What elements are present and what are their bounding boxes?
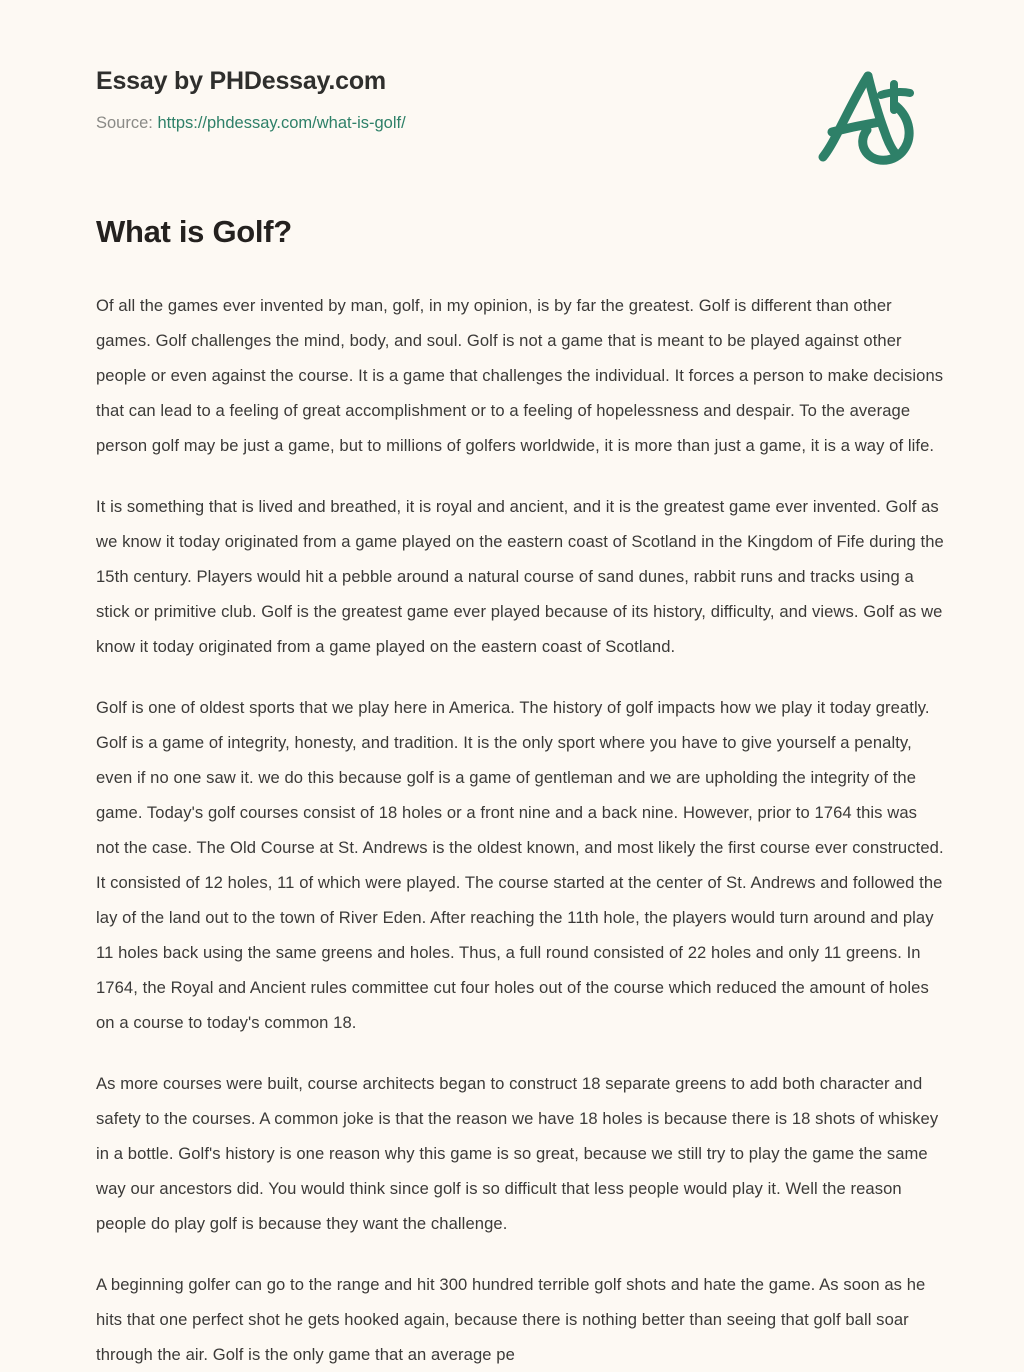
- article: [96, 213, 944, 1372]
- article-body: [96, 288, 944, 1372]
- paragraph: Golf is one of oldest sports that we play here in America. The history of golf impacts how we play it today greatly. Golf is a game of integrity, honesty, and tradition. It is the only sport where you have to give yourself a penalty, even if no one saw it. we do this because golf is a game of gentleman and we are upholding the integrity of the game. Today's golf courses consist of 18 holes or a front nine and a back nine. However, prior to 1764 this was not the case. The Old Course at St. Andrews is the oldest known, and most likely the first course ever constructed. It consisted of 12 holes, 11 of which were played. The course started at the center of St. Andrews and followed the lay of the land out to the town of River Eden. After reaching the 11th hole, the players would turn around and play 11 holes back using the same greens and holes. Thus, a full round consisted of 22 holes and only 11 greens. In 1764, the Royal and Ancient rules committee cut four holes out of the course which reduced the amount of holes on a course to today's common 18.: [96, 697, 944, 1032]
- paragraph: A beginning golfer can go to the range and hit 300 hundred terrible golf shots and hate the game. As soon as he hits that one perfect shot he gets hooked again, because there is nothing better than seeing that golf ball soar through the air. Golf is the only game that an average pe: [96, 1274, 926, 1364]
- paragraph: It is something that is lived and breathed, it is royal and ancient, and it is the greatest game ever invented. Golf as we know it today originated from a game played on the eastern coast of Scotland in the Kingdom of Fife during the 15th century. Players would hit a pebble around a natural course of sand dunes, rabbit runs and tracks using a stick or primitive club. Golf is the greatest game ever played because of its history, difficulty, and views. Golf as we know it today originated from a game played on the eastern coast of Scotland.: [96, 496, 944, 656]
- source-label: Source:: [96, 114, 153, 132]
- paragraph: As more courses were built, course architects began to construct 18 separate greens to add both character and safety to the courses. A common joke is that the reason we have 18 holes is because there is 18 shots of whiskey in a bottle. Golf's history is one reason why this game is so great, because we still try to play the game the same way our ancestors did. You would think since golf is so difficult that less people would play it. Well the reason people do play golf is because they want the challenge.: [96, 1073, 939, 1233]
- a-plus-logo[interactable]: [806, 62, 924, 170]
- brand-title: Essay by PHDessay.com: [96, 67, 386, 95]
- paragraph: Of all the games ever invented by man, golf, in my opinion, is by far the greatest. Golf is different than other games. Golf challenges the mind, body, and soul. Golf is not a game that is meant to be played against other people or even against the course. It is a game that challenges the individual. It forces a person to make decisions that can lead to a feeling of great accomplishment or to a feeling of hopelessness and despair. To the average person golf may be just a game, but to millions of golfers worldwide, it is more than just a game, it is a way of life.: [96, 295, 944, 455]
- source-line: [96, 113, 736, 134]
- page-title: What is Golf?: [96, 214, 292, 249]
- brand-block: [96, 66, 736, 134]
- a-plus-logo-icon: [806, 62, 924, 170]
- source-url-link[interactable]: https://phdessay.com/what-is-golf/: [157, 114, 406, 132]
- page-header: [0, 0, 1024, 190]
